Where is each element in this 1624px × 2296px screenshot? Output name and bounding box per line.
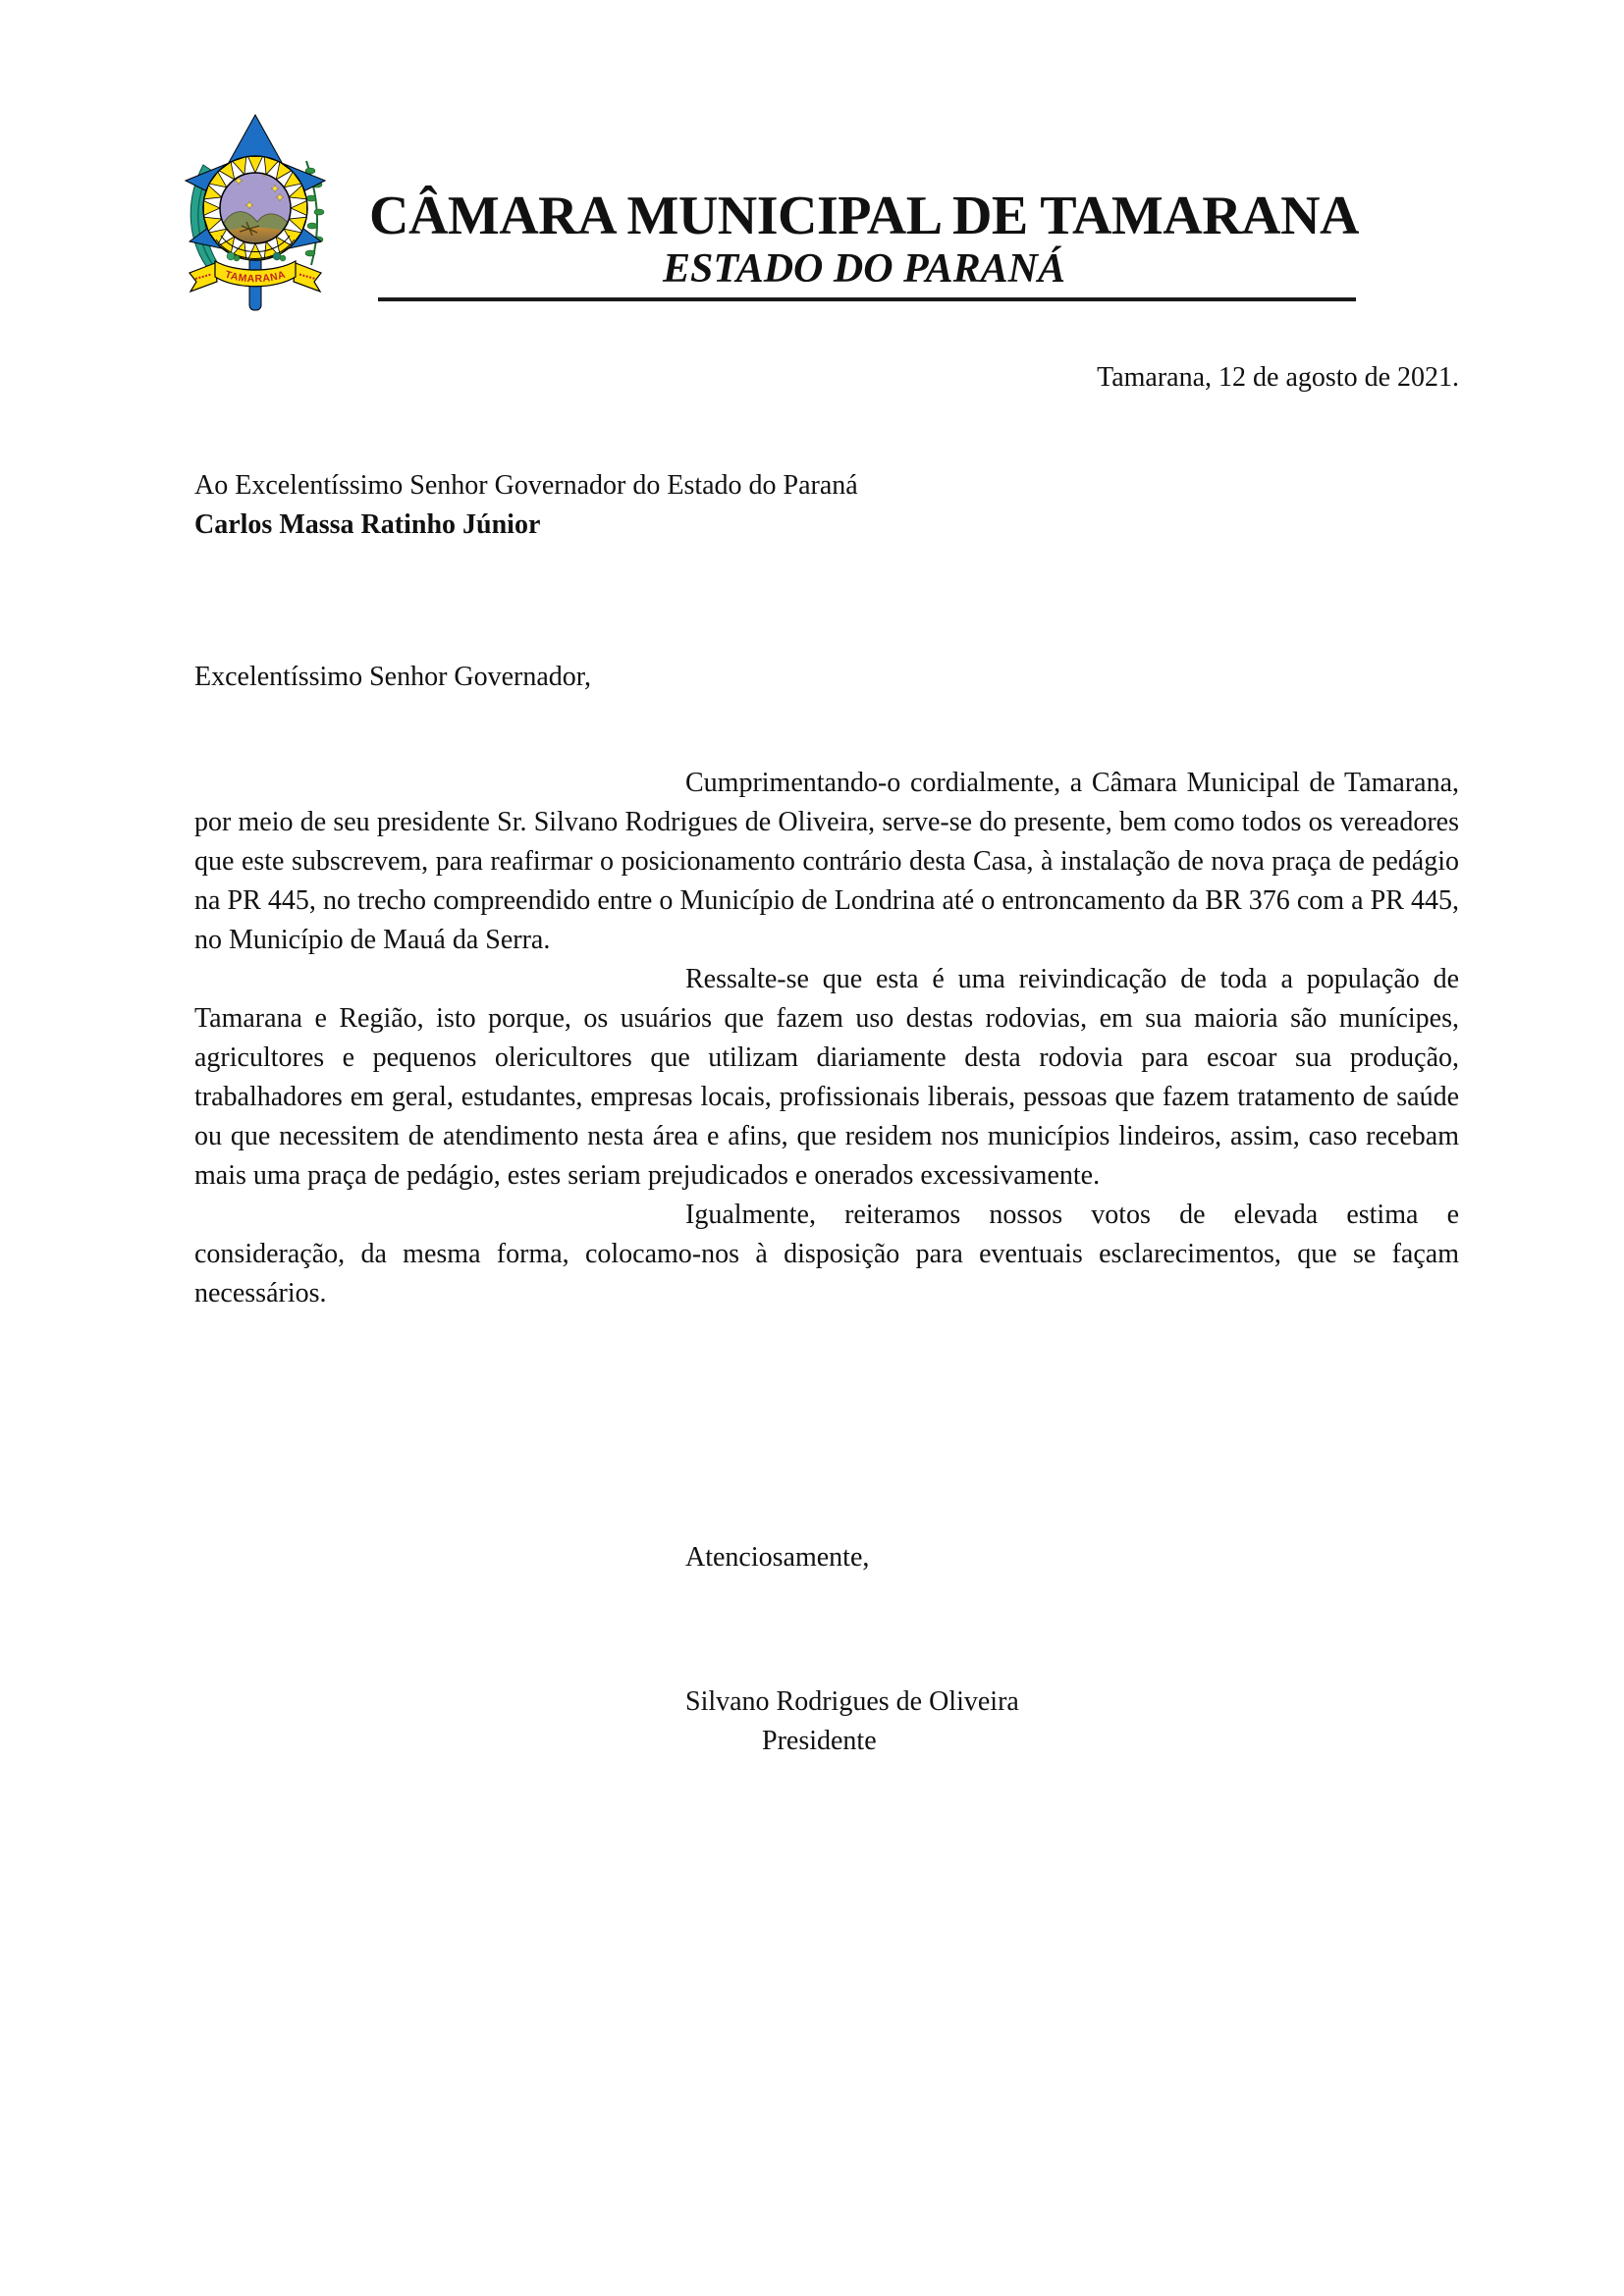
addressee-block (194, 466, 1459, 545)
closing: Atenciosamente, (685, 1542, 870, 1573)
signature-name: Silvano Rodrigues de Oliveira (685, 1686, 1019, 1717)
body-paragraph: Cumprimentando-o cordialmente, a Câmara Municipal de Tamarana, por meio de seu presidente Sr. Silvano Rodrigues de Oliveira, serve-se do presente, bem como todos os vereadores que este subscrevem, para reafirmar o posicionamento contrário desta Casa, à instalação de nova praça de pedágio na PR 445, no trecho compreendido entre o Município de Londrina até o entroncamento da BR 376 com a PR 445, no Município de Mauá da Serra. (194, 768, 1459, 955)
addressee-name: Carlos Massa Ratinho Júnior (194, 509, 541, 540)
header-subtitle: ESTADO DO PARANÁ (663, 246, 1065, 292)
date-line: Tamarana, 12 de agosto de 2021. (1097, 362, 1459, 393)
sun-emblem (203, 156, 307, 260)
header (334, 187, 1394, 293)
signature-title: Presidente (762, 1726, 877, 1756)
salutation: Excelentíssimo Senhor Governador, (194, 662, 592, 692)
signature-block (685, 1682, 1019, 1761)
addressee-line: Ao Excelentíssimo Senhor Governador do Estado do Paraná (194, 470, 858, 501)
header-rule (378, 297, 1356, 301)
body-paragraph: Ressalte-se que esta é uma reivindicação de toda a população de Tamarana e Região, isto porque, os usuários que fazem uso destas rodovias, em sua maioria são munícipes, agricultores e pequenos olericultores que utilizam diariamente desta rodovia para escoar sua produção, trabalhadores em geral, estudantes, empresas locais, profissionais liberais, pessoas que fazem tratamento de saúde ou que necessitem de atendimento nesta área e afins, que residem nos municípios lindeiros, assim, caso recebam mais uma praça de pedágio, estes seriam prejudicados e onerados excessivamente. (194, 964, 1459, 1191)
banner-text: TAMARANA (223, 268, 288, 286)
header-title: CÂMARA MUNICIPAL DE TAMARANA (369, 186, 1359, 246)
letter-body (194, 764, 1459, 1313)
coat-of-arms-logo (182, 110, 329, 316)
body-paragraph: Igualmente, reiteramos nossos votos de elevada estima e consideração, da mesma forma, colocamo-nos à disposição para eventuais esclarecimentos, que se façam necessários. (194, 1200, 1459, 1308)
